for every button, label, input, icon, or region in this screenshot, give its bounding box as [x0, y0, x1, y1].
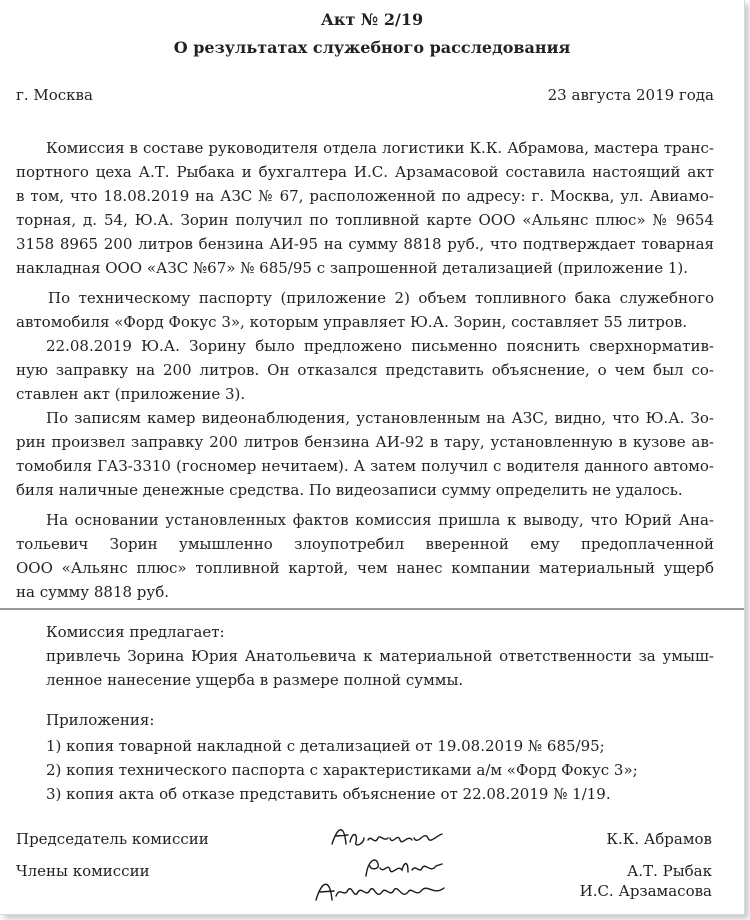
body-line: По техническому паспорту (приложение 2) объем топливного бака служебного [48, 289, 714, 307]
member1-name: А.Т. Рыбак [626, 862, 712, 880]
proposal-line: привлечь Зорина Юрия Анатольевича к материальной ответственности за умыш- [46, 647, 714, 665]
proposal-line: ленное нанесение ущерба в размере полной суммы. [46, 671, 464, 689]
body-line: накладная ООО «АЗС №67» № 685/95 с запрошенной детализацией (приложение 1). [16, 259, 689, 277]
body-line: 3158 8965 200 литров бензина АИ-95 на сумму 8818 руб., что подтверждает товарная [16, 235, 714, 253]
chair-signature [328, 820, 448, 854]
body-line: тольевич Зорин умышленно злоупотребил вверенной ему предоплаченной [16, 535, 714, 553]
body-line: портного цеха А.Т. Рыбака и бухгалтера И.С. Арзамасовой составила настоящий акт [16, 163, 714, 181]
body-line: ную заправку на 200 литров. Он отказался представить объяснение, о чем был со- [16, 361, 714, 379]
section-divider [0, 608, 744, 610]
act-title: Акт № 2/19 [320, 10, 424, 29]
member2-signature [312, 874, 452, 908]
attachment-item: 3) копия акта об отказе представить объяснение от 22.08.2019 № 1/19. [46, 785, 611, 803]
body-line: биля наличные денежные средства. По видеозаписи сумму определить не удалось. [16, 481, 683, 499]
body-line: Комиссия в составе руководителя отдела логистики К.К. Абрамова, мастера транс- [46, 139, 714, 157]
attachment-item: 2) копия технического паспорта с характеристиками а/м «Форд Фокус 3»; [46, 761, 638, 779]
act-date: 23 августа 2019 года [547, 86, 714, 104]
attachment-item: 1) копия товарной накладной с детализацией от 19.08.2019 № 685/95; [46, 737, 605, 755]
chair-label: Председатель комиссии [16, 830, 209, 848]
chair-name: К.К. Абрамов [606, 830, 712, 848]
body-line: торная, д. 54, Ю.А. Зорин получил по топливной карте ООО «Альянс плюс» № 9654 [16, 211, 714, 229]
attachments-heading: Приложения: [46, 711, 155, 729]
proposal-heading: Комиссия предлагает: [46, 623, 225, 641]
body-line: 22.08.2019 Ю.А. Зорину было предложено письменно пояснить сверхнорматив- [46, 337, 714, 355]
act-city: г. Москва [16, 86, 93, 104]
member2-name: И.С. Арзамасова [579, 882, 712, 900]
members-label: Члены комиссии [16, 862, 150, 880]
body-line: По записям камер видеонаблюдения, установленным на АЗС, видно, что Ю.А. Зо- [46, 409, 714, 427]
body-line: томобиля ГАЗ-3310 (госномер нечитаем). А затем получил с водителя данного автомо- [16, 457, 714, 475]
act-subtitle: О результатах служебного расследования [173, 38, 571, 57]
body-line: На основании установленных фактов комиссия пришла к выводу, что Юрий Ана- [46, 511, 714, 529]
body-line: автомобиля «Форд Фокус 3», которым управляет Ю.А. Зорин, составляет 55 литров. [16, 313, 688, 331]
body-line: на сумму 8818 руб. [16, 583, 170, 601]
body-line: ООО «Альянс плюс» топливной картой, чем нанес компании материальный ущерб [16, 559, 714, 577]
body-line: в том, что 18.08.2019 на АЗС № 67, расположенной по адресу: г. Москва, ул. Авиамо- [16, 187, 714, 205]
body-line: рин произвел заправку 200 литров бензина АИ-92 в тару, установленную в кузове ав- [16, 433, 714, 451]
body-line: ставлен акт (приложение 3). [16, 385, 246, 403]
